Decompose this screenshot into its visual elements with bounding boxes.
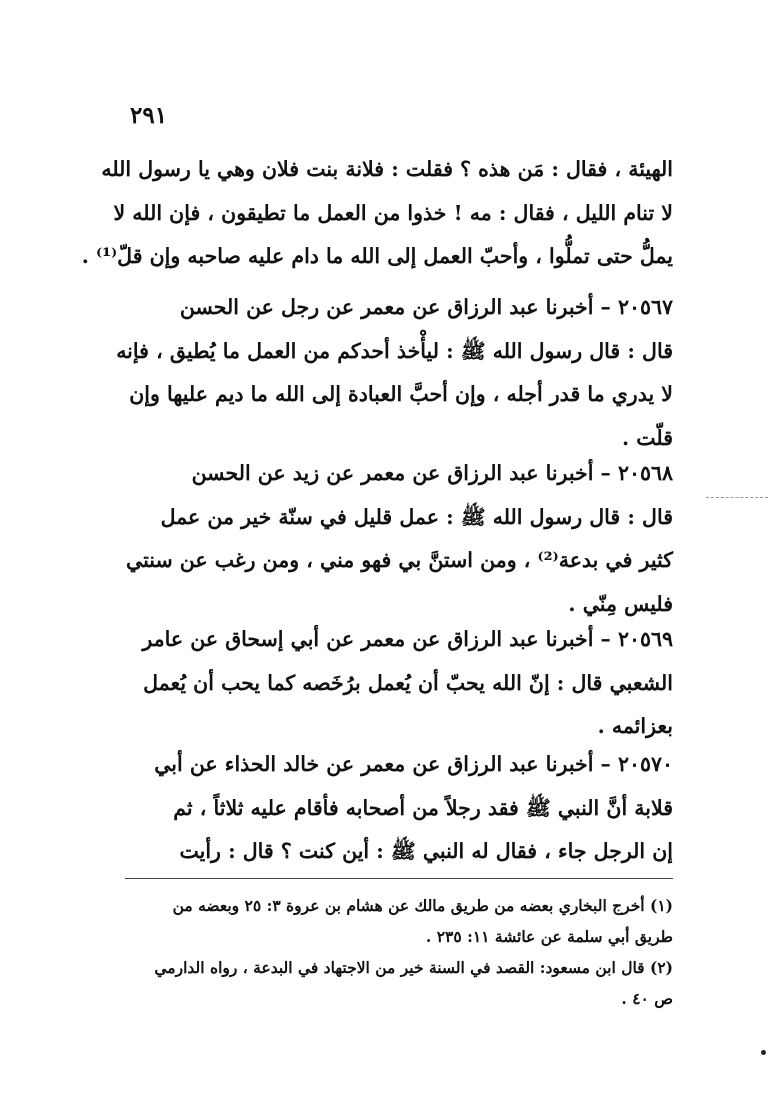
- text-line: يملُّ حتى تملُّوا ، وأحبّ العمل إلى الله ما دام عليه صاحبه وإن قلّ⁽¹⁾ .: [81, 244, 673, 268]
- footnote-line: طريق أبي سلمة عن عائشة ١١: ٢٣٥ .: [425, 927, 673, 946]
- text-line: فليس مِنّي .: [568, 591, 673, 616]
- text-line: ٢٠٥٦٧ – أخبرنا عبد الرزاق عن معمر عن رجل عن الحسن: [179, 295, 673, 319]
- text-line: قال : قال رسول الله ﷺ : ليأْخذ أحدكم من العمل ما يُطيق ، فإنه: [116, 338, 673, 363]
- footnote-line: ص ٤٠ .: [621, 989, 673, 1008]
- text-line: بعزائمه .: [597, 714, 673, 738]
- footnotes: [125, 890, 673, 1014]
- hadith-20568: [125, 452, 673, 626]
- hadith-20567: [116, 286, 673, 460]
- text-line: كثير في بدعة⁽²⁾ ، ومن استنَّ بي فهو مني ، ومن رغب عن سنتي: [126, 548, 673, 572]
- margin-scan-mark: [706, 497, 768, 498]
- page-number: ٢٩١: [130, 102, 168, 129]
- text-line: لا تنام الليل ، فقال : مه ! خذوا من العمل ما تطيقون ، فإن الله لا: [113, 200, 673, 225]
- text-line: الهيئة ، فقال : مَن هذه ؟ فقلت : فلانة بنت فلان وهي يا رسول الله: [101, 157, 673, 181]
- text-line: ٢٠٥٧٠ – أخبرنا عبد الرزاق عن معمر عن خالد الحذاء عن أبي: [154, 752, 673, 776]
- text-line: قال : قال رسول الله ﷺ : عمل قليل في سنّة خير من عمل: [160, 504, 673, 529]
- text-line: قلّت .: [622, 425, 673, 450]
- text-line: لا يدري ما قدر أجله ، وإن أحبَّ العبادة إلى الله ما ديم عليها وإن: [129, 382, 673, 406]
- text-line: الشعبي قال : إنّ الله يحبّ أن يُعمل برُخَصه كما يحب أن يُعمل: [143, 670, 673, 695]
- hadith-20570: [125, 743, 673, 874]
- footnote-line: (١) أخرج البخاري بعضه من طريق مالك عن هشام بن عروة ٣: ٢٥ وبعضه من: [172, 896, 673, 915]
- paragraph-continuation: [81, 148, 673, 279]
- text-line: قلابة أنَّ النبي ﷺ فقد رجلاً من أصحابه فأقام عليه ثلاثاً ، ثم: [173, 795, 673, 820]
- text-line: ٢٠٥٦٨ – أخبرنا عبد الرزاق عن معمر عن زيد عن الحسن: [191, 461, 673, 485]
- text-line: ٢٠٥٦٩ – أخبرنا عبد الرزاق عن معمر عن أبي إسحاق عن عامر: [142, 627, 673, 651]
- hadith-20569: [125, 618, 673, 749]
- text-line: إن الرجل جاء ، فقال له النبي ﷺ : أين كنت ؟ قال : رأيت: [179, 839, 673, 863]
- footnote-line: (٢) قال ابن مسعود: القصد في السنة خير من الاجتهاد في البدعة ، رواه الدارمي: [154, 958, 673, 977]
- footnote-divider: [125, 878, 673, 879]
- margin-scan-dot: [761, 1050, 766, 1055]
